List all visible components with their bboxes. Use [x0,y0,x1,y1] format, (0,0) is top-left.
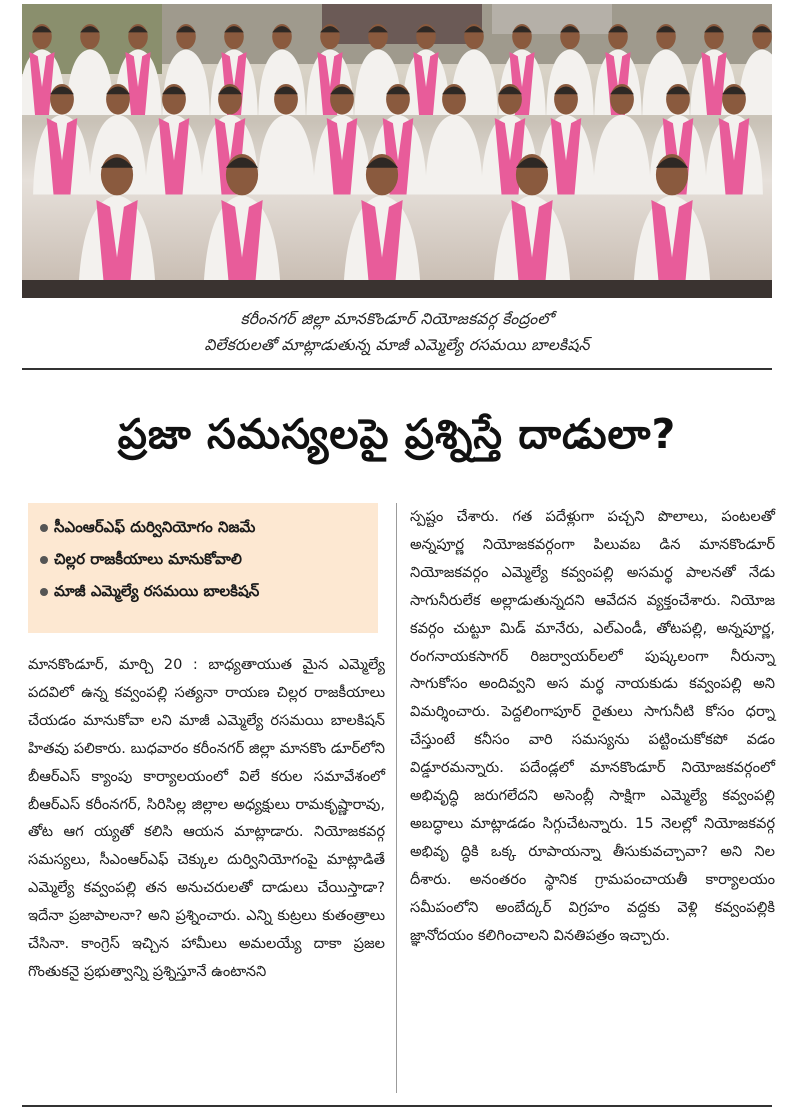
highlight-item [28,516,378,539]
photo-caption [22,300,772,370]
highlight-item [28,548,378,571]
article-headline: ప్రజా సమస్యలపై ప్రశ్నిస్తే దాడులా? [117,410,677,458]
caption-line-2: విలేకరులతో మాట్లాడుతున్న మాజీ ఎమ్మెల్యే రసమయి బాలకిషన్ [204,336,590,354]
highlight-text: మాజీ ఎమ్మెల్యే రసమయి బాలకిషన్ [54,582,260,600]
highlight-text: చిల్లర రాజకీయాలు మానుకోవాలి [54,550,242,568]
highlight-text: సీఎంఆర్‌ఎఫ్ దుర్వినియోగం నిజమే [54,518,256,536]
article-body-left-column: మానకొండూర్, మార్చి 20 : బాధ్యతాయుత మైన ఎమ్మెల్యే పదవిలో ఉన్న కవ్వంపల్లి సత్యనా రాయణ చిల్లర రాజకీయాలు చేయడం మానుకోవా లని మాజీ ఎమ్మెల్యే రసమయి బాలకిషన్ హితవు పలికారు. బుధవారం కరీంనగర్ జిల్లా మానకొం డూర్‌లోని బీఆర్‌ఎస్ క్యాంపు కార్యాలయంలో విలే కరుల సమావేశంలో బీఆర్‌ఎస్ కరీంనగర్, సిరిసిల్ల జిల్లాల అధ్యక్షులు రామకృష్ణారావు, తోట ఆగ య్యతో కలిసి ఆయన మాట్లాడారు. నియోజకవర్గ సమస్యలు, సీఎంఆర్‌ఎఫ్ చెక్కుల దుర్వినియోగంపై మాట్లాడితే ఎమ్మెల్యే కవ్వంపల్లి తన అనుచరులతో దాడులు చేయిస్తాడా? ఇదేనా ప్రజాపాలనా? అని ప్రశ్నించారు. ఎన్ని కుట్రలు కుతంత్రాలు చేసినా. కాంగ్రెస్ ఇచ్చిన హామీలు అమలయ్యే దాకా ప్రజల గొంతుకనై ప్రభుత్వాన్ని ప్రశ్నిస్తూనే ఉంటానని [28,656,385,980]
caption-line-1: కరీంనగర్ జిల్లా మానకొండూర్ నియోజకవర్గ కేంద్రంలో [240,310,554,328]
bullet-icon [40,556,48,564]
article-body-right-column: స్పష్టం చేశారు. గత పదేళ్లుగా పచ్చని పొలాలు, పంటలతో అన్నపూర్ణ నియోజకవర్గంగా పిలువబ డిన మానకొండూర్ నియోజకవర్గం ఎమ్మెల్యే కవ్వంపల్లి అసమర్థ పాలనతో నేడు సాగునీరులేక అల్లాడుతున్నదని ఆవేదన వ్యక్తంచేశారు. నియోజ కవర్గం చుట్టూ మిడ్ మానేరు, ఎల్‌ఎండీ, తోటపల్లి, అన్నపూర్ణ, రంగనాయకసాగర్ రిజర్వాయర్‌లలో పుష్కలంగా నీరున్నా సాగుకోసం అందివ్వని అస మర్థ నాయకుడు కవ్వంపల్లి అని విమర్శించారు. పెద్దలింగాపూర్ రైతులు సాగునీటి కోసం ధర్నా చేస్తుంటే కనీసం వారి సమస్యను పట్టించుకోకపో వడం విడ్డూరమన్నారు. పదేండ్లలో మానకొండూర్ నియోజకవర్గంలో అభివృద్ధి జరుగలేదని అసెంబ్లీ సాక్షిగా ఎమ్మెల్యే కవ్వంపల్లి అబద్ధాలు మాట్లాడడం సిగ్గుచేటన్నారు. 15 నెలల్లో నియోజకవర్గ అభివృ ద్ధికి ఒక్క రూపాయన్నా తీసుకువచ్చావా? అని నిల దీశారు. అనంతరం స్థానిక గ్రామపంచాయతీ కార్యాలయం సమీపంలోని అంబేద్కర్ విగ్రహం వద్దకు వెళ్లి కవ్వంపల్లికి జ్ఞానోదయం కలిగించాలని వినతిపత్రం ఇచ్చారు. [410,508,775,944]
bullet-icon [40,588,48,596]
column-divider [396,503,397,1093]
bottom-divider [22,1105,772,1107]
press-conference-photo [22,4,772,298]
highlights-box [28,503,378,633]
highlight-item [28,580,378,603]
group-photo-icon [22,4,772,298]
bullet-icon [40,524,48,532]
